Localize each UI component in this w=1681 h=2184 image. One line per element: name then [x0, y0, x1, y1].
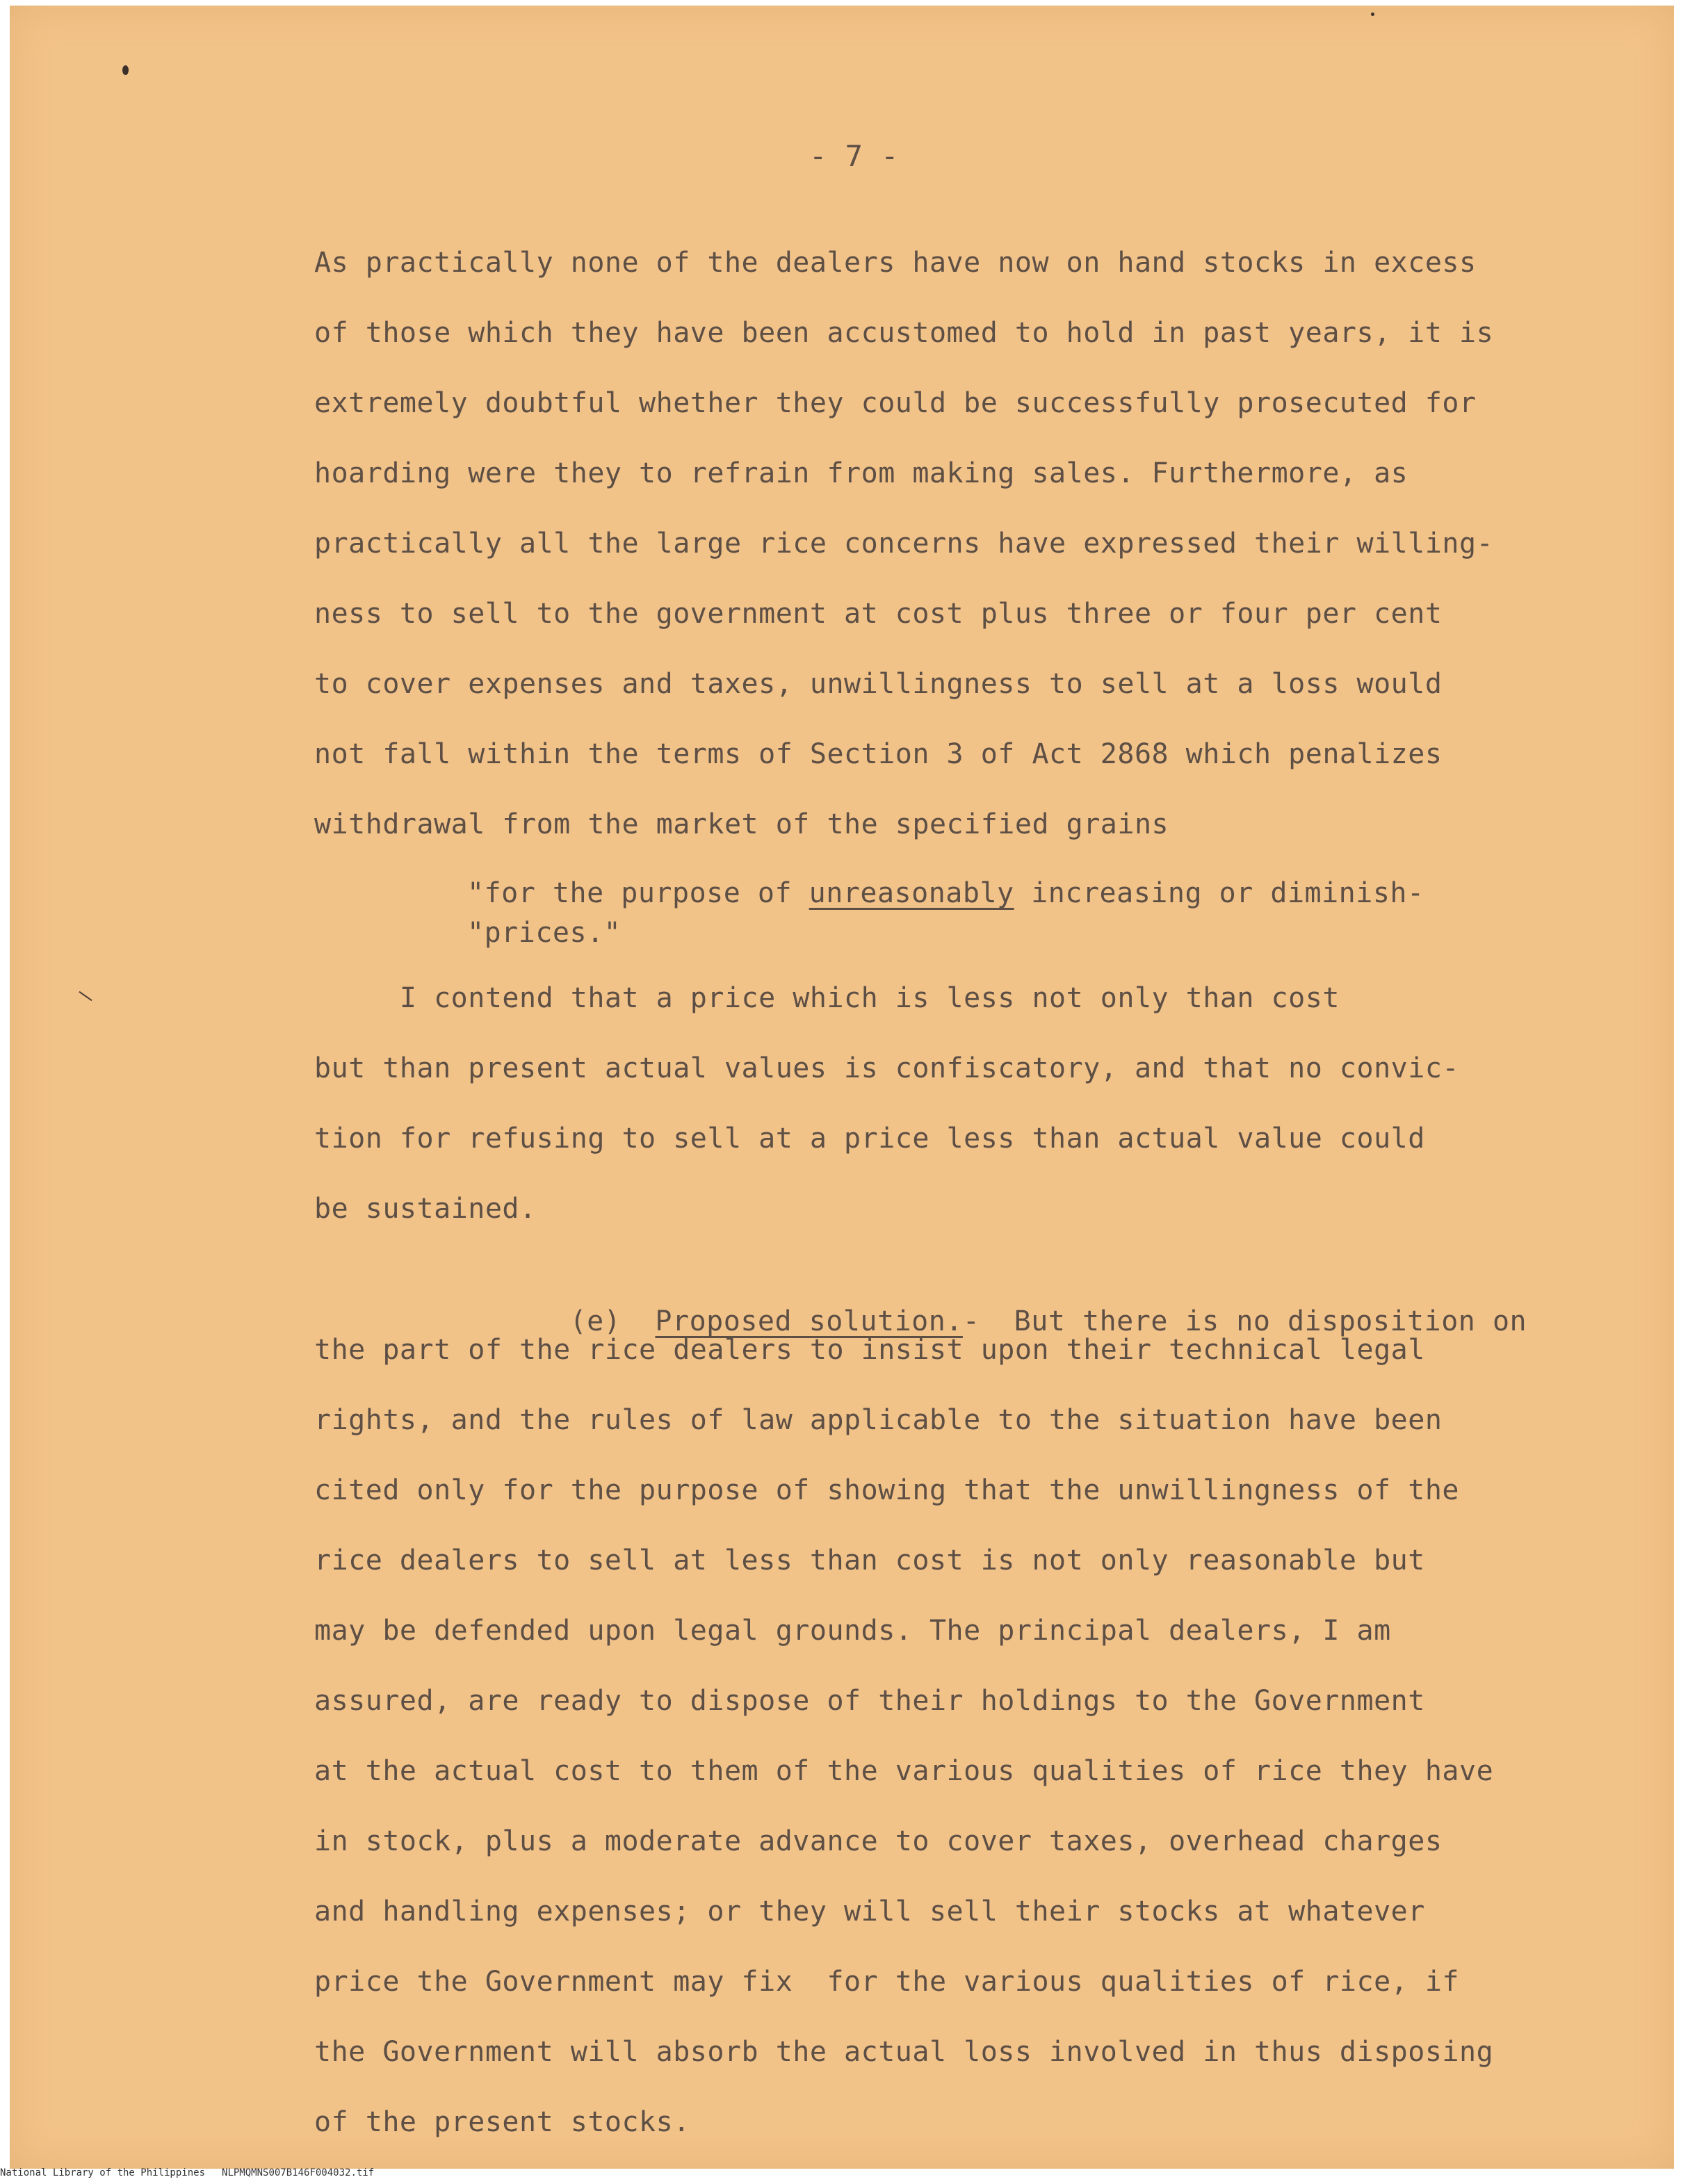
text-line: and handling expenses; or they will sell their stocks at whatever — [314, 1896, 1425, 1928]
margin-mark — [79, 991, 92, 1001]
text-line: the Government will absorb the actual loss involved in thus disposing — [314, 2036, 1494, 2068]
text-line: the part of the rice dealers to insist upon their technical legal — [314, 1334, 1425, 1366]
text-line: assured, are ready to dispose of their holdings to the Government — [314, 1685, 1425, 1717]
quote-line — [467, 872, 1424, 914]
ink-speck — [122, 65, 129, 75]
text-line: to cover expenses and taxes, unwillingness to sell at a loss would — [314, 668, 1443, 700]
text-line: extremely doubtful whether they could be successfully prosecuted for — [314, 387, 1477, 419]
scan-footer — [0, 2167, 391, 2178]
text-line: As practically none of the dealers have now on hand stocks in excess — [314, 247, 1477, 279]
section-text: But there is no disposition on — [980, 1305, 1527, 1337]
footer-source: National Library of the Philippines — [0, 2167, 206, 2178]
text-line: not fall within the terms of Section 3 of Act 2868 which penalizes — [314, 738, 1443, 770]
ink-speck — [1371, 13, 1374, 16]
text-line: I contend that a price which is less not only than cost — [314, 982, 1340, 1014]
quote-text: "for the purpose of — [467, 877, 809, 909]
text-line: price the Government may fix for the various qualities of rice, if — [314, 1966, 1459, 1998]
text-line: of the present stocks. — [314, 2106, 690, 2138]
text-line: tion for refusing to sell at a price less than actual value could — [314, 1123, 1425, 1155]
underlined-word: unreasonably — [809, 877, 1014, 909]
text-line: ness to sell to the government at cost plus three or four per cent — [314, 598, 1443, 630]
text-line: but than present actual values is confiscatory, and that no convic- — [314, 1052, 1459, 1084]
text-line: be sustained. — [314, 1193, 537, 1225]
quote-line: "prices." — [467, 917, 622, 949]
text-line: cited only for the purpose of showing that the unwillingness of the — [314, 1474, 1459, 1506]
section-heading: Proposed solution. — [655, 1305, 963, 1337]
text-line: of those which they have been accustomed to hold in past years, it is — [314, 317, 1494, 349]
page-number: - 7 - — [809, 139, 899, 173]
document-page — [10, 6, 1674, 2169]
text-line: practically all the large rice concerns have expressed their willing- — [314, 528, 1494, 560]
text-line: rice dealers to sell at less than cost is not only reasonable but — [314, 1545, 1425, 1576]
text-line: at the actual cost to them of the various qualities of rice they have — [314, 1755, 1494, 1787]
text-line: withdrawal from the market of the specified grains — [314, 808, 1169, 840]
footer-file-id: NLPMQMNS007B146F004032.tif — [222, 2167, 375, 2178]
quote-text: increasing or diminish- — [1014, 877, 1424, 909]
text-line: rights, and the rules of law applicable to the situation have been — [314, 1404, 1443, 1436]
section-label: (e) — [569, 1305, 622, 1337]
heading-dash: - — [962, 1305, 980, 1337]
text-line: may be defended upon legal grounds. The principal dealers, I am — [314, 1615, 1391, 1647]
text-line: hoarding were they to refrain from making sales. Furthermore, as — [314, 457, 1408, 489]
section-first-line — [467, 1259, 1527, 1337]
text-line: in stock, plus a moderate advance to cover taxes, overhead charges — [314, 1825, 1443, 1857]
